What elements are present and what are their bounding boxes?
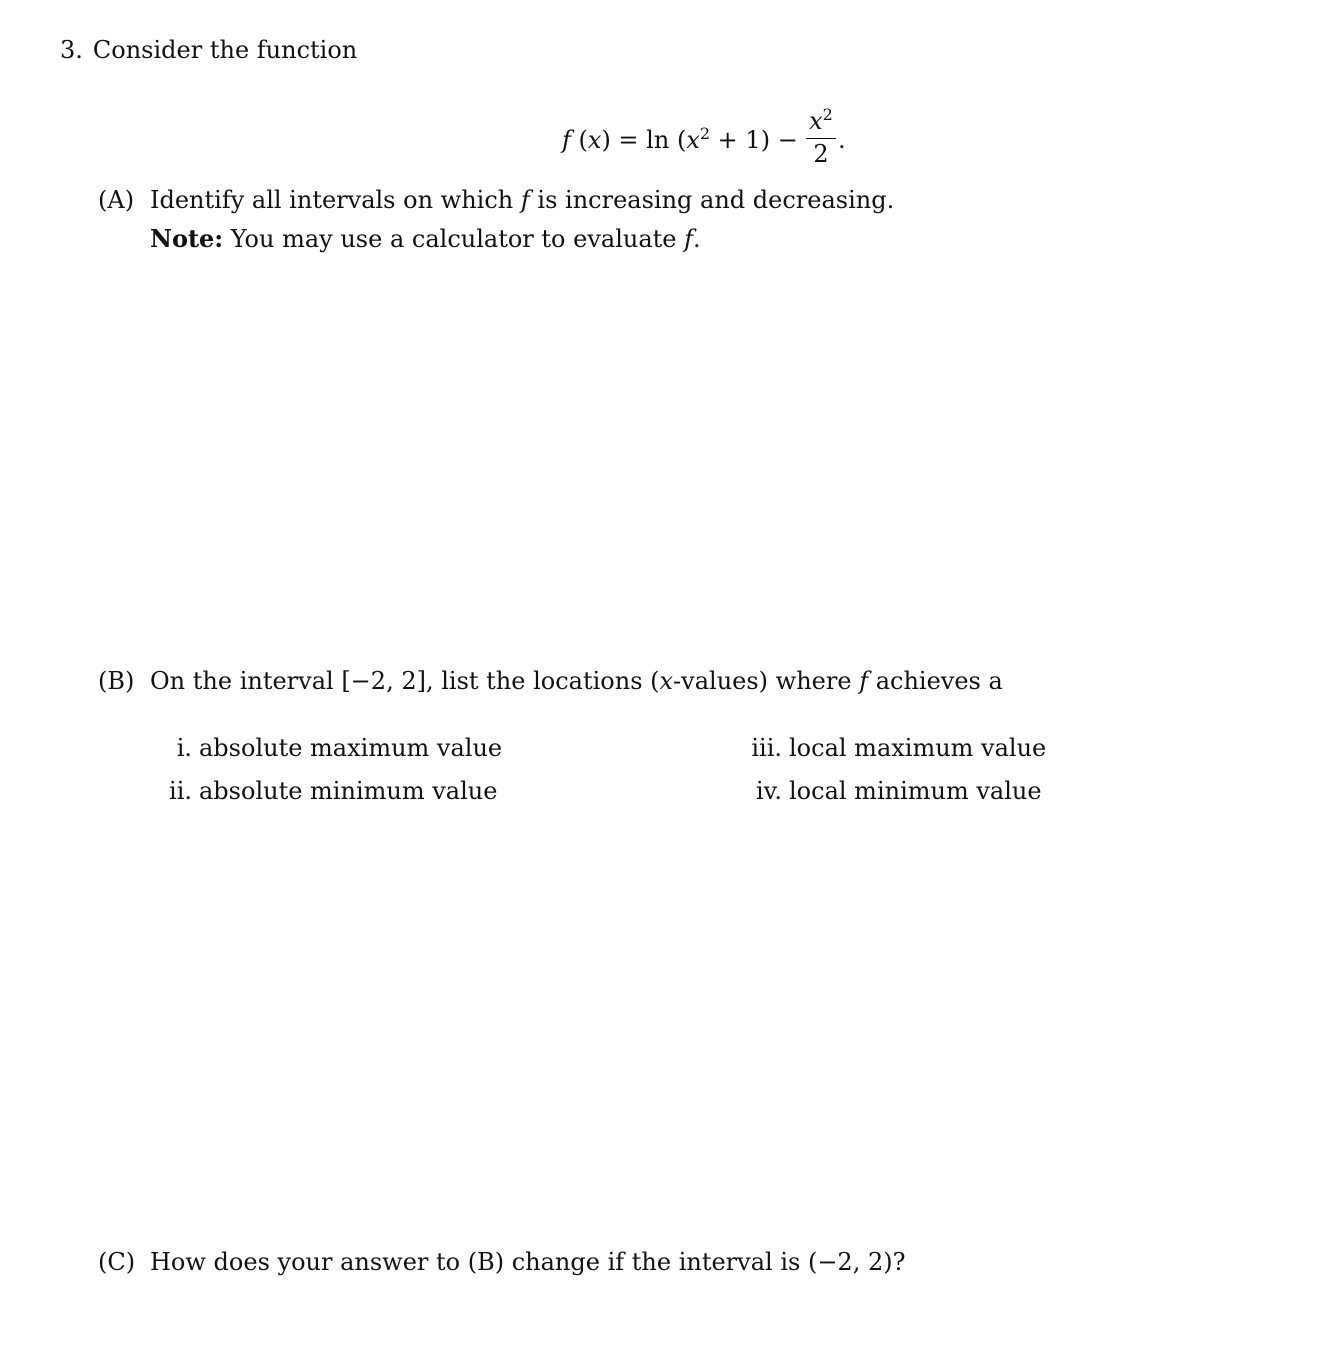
part-c-label: (C) [98,1248,136,1276]
note-label: Note: [150,224,224,253]
part-c-question: How does your answer to (B) change if the interval is (−2, 2)? [150,1248,906,1276]
formula-period: . [838,126,846,154]
list-item-number: ii. [169,777,192,805]
list-item: local minimum value [789,777,1042,805]
list-item-number: i. [176,734,192,762]
part-b-question: On the interval [−2, 2], list the locations (x-values) where f achieves a [150,667,1003,695]
formula-lhs: f $(x) = \ln (x^2 + 1)$ − [562,124,798,154]
part-a-label: (A) [98,186,135,214]
formula-fraction [806,105,836,166]
problem-header [60,38,357,62]
fraction-denominator: 2 [813,140,829,168]
part-b-label: (B) [98,667,135,695]
list-item-number: iii. [751,734,782,762]
list-item: absolute maximum value [199,734,503,762]
fraction-bar [806,138,836,139]
part-a-question: Identify all intervals on which f is increasing and decreasing. [150,186,895,214]
list-item: local maximum value [789,734,1047,762]
fraction-numerator: $x^2$ [809,105,833,135]
problem-number: 3. [60,36,83,64]
part-a-note: Note: You may use a calculator to evaluate f. [150,224,701,253]
list-item: absolute minimum value [199,777,498,805]
problem-intro: Consider the function [92,36,358,64]
list-item-number: iv. [755,777,782,805]
